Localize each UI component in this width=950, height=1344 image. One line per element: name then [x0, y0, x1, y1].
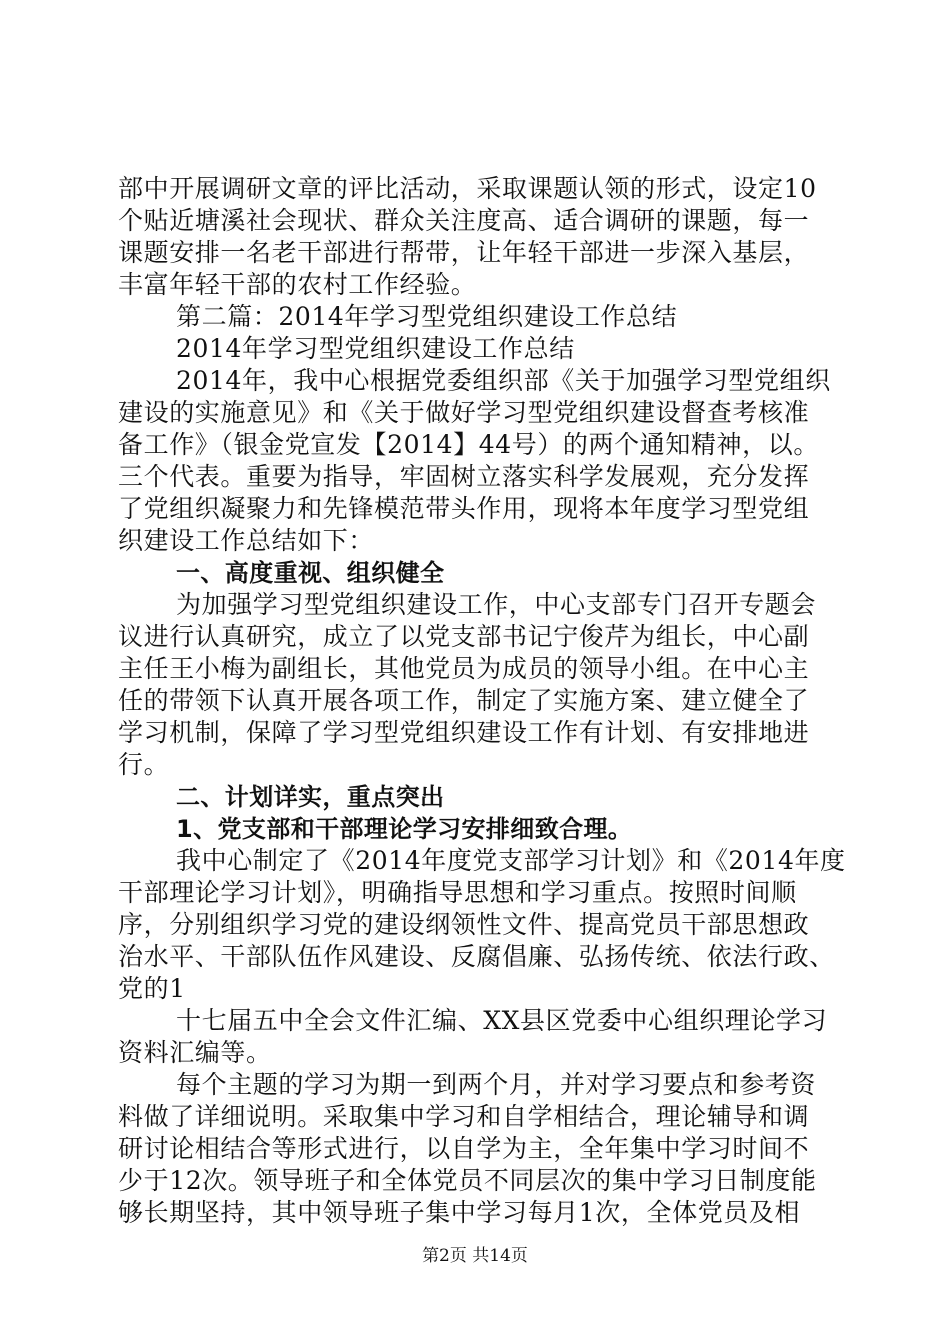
subsection-heading: 1、党支部和干部理论学习安排细致合理。	[176, 815, 633, 843]
paragraph-line: 行。	[118, 750, 170, 779]
paragraph-line: 学习机制，保障了学习型党组织建设工作有计划、有安排地进	[118, 718, 810, 747]
page-number: 第2页 共14页	[422, 1246, 528, 1266]
paragraph-line: 干部理论学习计划》，明确指导思想和学习重点。按照时间顺	[118, 878, 797, 907]
paragraph-line: 每个主题的学习为期一到两个月，并对学习要点和参考资	[176, 1070, 817, 1099]
document-body	[118, 173, 848, 1229]
paragraph-line: 2014年，我中心根据党委组织部《关于加强学习型党组织	[176, 366, 831, 395]
paragraph-line: 料做了详细说明。采取集中学习和自学相结合，理论辅导和调	[118, 1102, 810, 1131]
section-heading: 一、高度重视、组织健全	[176, 559, 445, 587]
paragraph-line: 治水平、干部队伍作风建设、反腐倡廉、弘扬传统、依法行政、	[118, 942, 835, 971]
paragraph-line: 研讨论相结合等形式进行，以自学为主，全年集中学习时间不	[118, 1134, 810, 1163]
paragraph-line: 序，分别组织学习党的建设纲领性文件、提高党员干部思想政	[118, 910, 810, 939]
paragraph-line: 部中开展调研文章的评比活动，采取课题认领的形式，设定10	[118, 174, 817, 203]
paragraph-line: 三个代表。重要为指导，牢固树立落实科学发展观，充分发挥	[118, 462, 810, 491]
chapter-title: 第二篇：2014年学习型党组织建设工作总结	[176, 302, 678, 331]
paragraph-line: 建设的实施意见》和《关于做好学习型党组织建设督查考核准	[118, 398, 810, 427]
paragraph-line: 为加强学习型党组织建设工作，中心支部专门召开专题会	[176, 590, 817, 619]
paragraph-line: 主任王小梅为副组长，其他党员为成员的领导小组。在中心主	[118, 654, 810, 683]
paragraph-line: 资料汇编等。	[118, 1038, 272, 1067]
paragraph-line: 议进行认真研究，成立了以党支部书记宁俊芹为组长，中心副	[118, 622, 810, 651]
paragraph-line: 十七届五中全会文件汇编、XX县区党委中心组织理论学习	[176, 1006, 828, 1035]
paragraph-line: 课题安排一名老干部进行帮带，让年轻干部进一步深入基层，	[118, 238, 810, 267]
paragraph-line: 了党组织凝聚力和先锋模范带头作用，现将本年度学习型党组	[118, 494, 810, 523]
paragraph-line: 我中心制定了《2014年度党支部学习计划》和《2014年度	[176, 846, 846, 875]
paragraph-line: 备工作》（银金党宣发【2014】44号）的两个通知精神，以。	[118, 430, 819, 459]
document-title: 2014年学习型党组织建设工作总结	[176, 334, 575, 363]
paragraph-line: 织建设工作总结如下：	[118, 526, 375, 555]
paragraph-line: 任的带领下认真开展各项工作，制定了实施方案、建立健全了	[118, 686, 810, 715]
paragraph-line: 个贴近塘溪社会现状、群众关注度高、适合调研的课题，每一	[118, 206, 810, 235]
section-heading: 二、计划详实，重点突出	[176, 783, 445, 811]
paragraph-line: 够长期坚持，其中领导班子集中学习每月1次，全体党员及相	[118, 1198, 801, 1227]
paragraph-line: 少于12次。领导班子和全体党员不同层次的集中学习日制度能	[118, 1166, 817, 1195]
paragraph-line: 党的1	[118, 974, 186, 1003]
paragraph-line: 丰富年轻干部的农村工作经验。	[118, 270, 477, 299]
